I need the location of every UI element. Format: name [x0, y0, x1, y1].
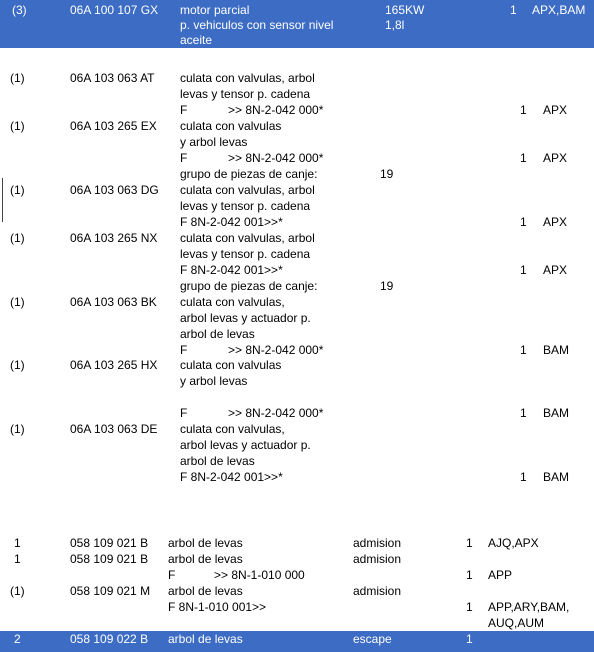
- qty: (1): [10, 119, 25, 133]
- part-number: 06A 103 265 NX: [70, 231, 158, 245]
- model-code: APP,ARY,BAM,: [488, 600, 570, 614]
- description: y arbol levas: [180, 374, 248, 388]
- description: F 8N-2-042 001>>*: [180, 215, 283, 229]
- table-row-selected[interactable]: [0, 631, 594, 648]
- model-code: AUQ,AUM: [488, 616, 545, 630]
- description: F: [180, 151, 188, 165]
- part-number: 058 109 022 B: [70, 632, 149, 646]
- description: arbol levas y actuador p.: [180, 438, 311, 452]
- description: culata con valvulas: [180, 358, 282, 372]
- table-row[interactable]: [0, 166, 594, 230]
- table-row[interactable]: [0, 357, 594, 421]
- table-row[interactable]: [0, 230, 594, 278]
- position: admision: [353, 552, 402, 566]
- count: 1: [466, 632, 473, 646]
- description: arbol de levas: [180, 327, 255, 341]
- model-code: BAM: [543, 406, 570, 420]
- count: 1: [520, 470, 527, 484]
- position: admision: [353, 536, 402, 550]
- description: levas y tensor p. cadena: [180, 87, 311, 101]
- part-number: 058 109 021 M: [70, 584, 151, 598]
- description: arbol de levas: [168, 552, 243, 566]
- selection-bar: [0, 648, 594, 652]
- part-number: 058 109 021 B: [70, 536, 149, 550]
- position: admision: [353, 584, 402, 598]
- description: motor parcial: [180, 3, 250, 17]
- description: culata con valvulas: [180, 119, 282, 133]
- qty: (1): [10, 231, 25, 245]
- count: 1: [520, 343, 527, 357]
- position: escape: [353, 632, 392, 646]
- qty: (1): [10, 71, 25, 85]
- qty: 2: [14, 632, 21, 646]
- range: >> 8N-1-010 000: [214, 568, 305, 582]
- table-row[interactable]: [0, 421, 594, 485]
- qty: (1): [10, 358, 25, 372]
- model-code: AJQ,APX: [488, 536, 539, 550]
- qty: (3): [12, 3, 27, 17]
- description: F 8N-2-042 001>>*: [180, 470, 283, 484]
- spec: 1,8l: [385, 18, 405, 32]
- qty: (1): [10, 422, 25, 436]
- count: 1: [520, 263, 527, 277]
- description: culata con valvulas, arbol: [180, 231, 315, 245]
- description: culata con valvulas,: [180, 295, 285, 309]
- description: p. vehiculos con sensor nivel: [180, 18, 334, 32]
- description: F: [180, 406, 188, 420]
- range-prefix: F: [168, 568, 176, 582]
- qty: (1): [10, 295, 25, 309]
- model-code: APP: [488, 568, 513, 582]
- count: 1: [520, 103, 527, 117]
- model-code: APX: [543, 215, 568, 229]
- table-row[interactable]: [0, 64, 594, 120]
- model-code: APX,BAM: [532, 3, 586, 17]
- description: aceite: [180, 33, 213, 47]
- part-number: 058 109 021 B: [70, 552, 149, 566]
- group-label: grupo de piezas de canje:: [180, 279, 318, 293]
- description: arbol de levas: [168, 632, 243, 646]
- description: levas y tensor p. cadena: [180, 247, 311, 261]
- description: F: [180, 343, 188, 357]
- table-row[interactable]: [0, 535, 594, 551]
- description: F 8N-2-042 001>>*: [180, 263, 283, 277]
- description: >> 8N-2-042 000*: [228, 343, 324, 357]
- description: >> 8N-2-042 000*: [228, 151, 324, 165]
- count: 1: [466, 536, 473, 550]
- table-row[interactable]: [0, 278, 594, 358]
- description: culata con valvulas, arbol: [180, 183, 315, 197]
- table-row-selected[interactable]: [0, 0, 594, 48]
- group-label: grupo de piezas de canje:: [180, 167, 318, 181]
- description: culata con valvulas,: [180, 422, 285, 436]
- table-row[interactable]: [0, 583, 594, 631]
- model-code: APX: [543, 263, 568, 277]
- table-row[interactable]: [0, 551, 594, 583]
- model-code: APX: [543, 103, 568, 117]
- part-number: 06A 103 265 EX: [70, 119, 157, 133]
- spec: 165KW: [385, 3, 425, 17]
- description: culata con valvulas, arbol: [180, 71, 315, 85]
- description: F: [180, 103, 188, 117]
- count: 1: [520, 151, 527, 165]
- description: y arbol levas: [180, 135, 248, 149]
- description: >> 8N-2-042 000*: [228, 406, 324, 420]
- count: 1: [520, 215, 527, 229]
- group-number: 19: [380, 279, 394, 293]
- description: arbol de levas: [168, 584, 243, 598]
- description: arbol levas y actuador p.: [180, 311, 311, 325]
- description: levas y tensor p. cadena: [180, 199, 311, 213]
- description: arbol de levas: [180, 454, 255, 468]
- part-number: 06A 103 063 DG: [70, 183, 159, 197]
- qty: 1: [14, 536, 21, 550]
- qty: 1: [14, 552, 21, 566]
- count: 1: [520, 406, 527, 420]
- qty: (1): [10, 183, 25, 197]
- count: 1: [510, 3, 517, 17]
- description: >> 8N-2-042 000*: [228, 103, 324, 117]
- count: 1: [466, 600, 473, 614]
- part-number: 06A 103 063 DE: [70, 422, 158, 436]
- part-number: 06A 103 063 BK: [70, 295, 157, 309]
- model-code: BAM: [543, 343, 570, 357]
- table-row[interactable]: [0, 118, 594, 170]
- range: F 8N-1-010 001>>: [168, 600, 267, 614]
- model-code: BAM: [543, 470, 570, 484]
- description: arbol de levas: [168, 536, 243, 550]
- qty: (1): [10, 584, 25, 598]
- model-code: APX: [543, 151, 568, 165]
- count: 1: [466, 568, 473, 582]
- part-number: 06A 103 265 HX: [70, 358, 158, 372]
- part-number: 06A 103 063 AT: [70, 71, 155, 85]
- group-number: 19: [380, 167, 394, 181]
- part-number: 06A 100 107 GX: [70, 3, 159, 17]
